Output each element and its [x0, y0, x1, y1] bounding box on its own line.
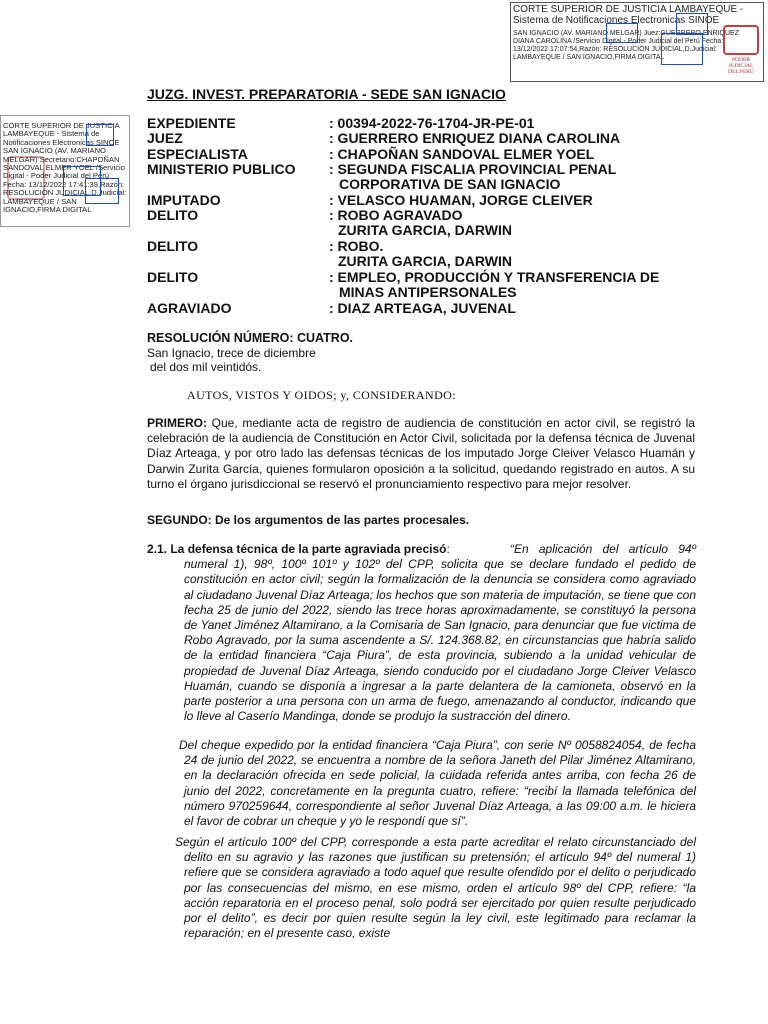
stamp-frame	[676, 13, 708, 35]
delito-label: DELITO	[147, 207, 199, 223]
stamp-frame	[661, 33, 703, 65]
court-title: JUZG. INVEST. PREPARATORIA - SEDE SAN IGNACIO	[147, 86, 506, 102]
stamp-details: SAN IGNACIO (AV. MARIANO MELGAR) Juez:GUERRERO ENRIQUEZ DIANA CAROLINA /Servicio Digital - Poder Judicial del Perú Fecha: 13/12/2022 17:07:54,Razón: RESOLUCIÓN JUDICIAL,D.Judicial: LAMBAYEQUE / SAN IGNACIO,FIRMA DIGITAL	[513, 30, 739, 61]
delito-party: ZURITA GARCIA, DARWIN	[338, 253, 512, 269]
imputado-value: : VELASCO HUAMAN, JORGE CLEIVER	[329, 192, 593, 208]
signature-stamp-secretary	[0, 115, 130, 227]
ministerio-label: MINISTERIO PUBLICO	[147, 161, 296, 177]
stamp-title: CORTE SUPERIOR DE JUSTICIA LAMBAYEQUE - Sistema de Notificaciones Electronicas SINOE	[513, 4, 744, 26]
expediente-value: : 00394-2022-76-1704-JR-PE-01	[329, 115, 535, 131]
delito-label: DELITO	[147, 269, 199, 285]
delito-value: : ROBO.	[329, 238, 384, 254]
ministerio-value-cont: CORPORATIVA DE SAN IGNACIO	[339, 176, 561, 192]
expediente-label: EXPEDIENTE	[147, 115, 236, 131]
juez-label: JUEZ	[147, 130, 183, 146]
resolution-date-line: San Ignacio, trece de diciembre	[147, 346, 316, 360]
point-2-1-lead: 2.1. La defensa técnica de la parte agraviada precisó	[147, 542, 447, 556]
point-2-1-cheque-paragraph: Del cheque expedido por la entidad financiera “Caja Piura”, con serie Nº 0058824054, de fecha 24 de junio del 2022, se encuentra a nombre de la señora Janeth del Pilar Jiménez Altamirano, en la declaración ofrecida en sede policial, la cuidada referida antes arriba, con fecha 26 de junio del 2022, concretamente en la pregunta cuatro, refiere: “recibí la llamada telefónica del número 970259644, correspondiente al señor Juvenal Díaz Arteaga, a las 09:00 a.m. le hiciera el favor de cobrar un cheque y yo le respondí que sí”.	[179, 738, 696, 829]
agraviado-value: : DIAZ ARTEAGA, JUVENAL	[329, 300, 516, 316]
point-2-1-cpp-paragraph: Según el artículo 100º del CPP, corresponde a esta parte acreditar el relato circunstanciado del delito en su agravio y las razones que justifican su pretensión; el artículo 94º del numeral 1) refiere que se considera agraviado a todo aquel que resulte ofendido por el delito o perjudicado por las consecuencias del mismo, en ese mismo, orden el artículo 98º del CPP, refiere: “la acción reparatoria en el proceso penal, solo podrá ser ejercitado por quien resulte perjudicado por el delito”, es decir por quien resulte según la ley civil, este legitimado para reclamar la reparación; en el presente caso, existe	[175, 835, 696, 941]
resolution-date	[147, 346, 347, 374]
delito-value-cont: MINAS ANTIPERSONALES	[339, 284, 517, 300]
stamp-text: CORTE SUPERIOR DE JUSTICIA LAMBAYEQUE - Sistema de Notificaciones Electronicas SINOE SAN IGNACIO (AV. MARIANO MELGAR) Secretario:CHAPOÑAN SANDOVAL ELMER YOEL /Servicio Digital - Poder Judicial del Perú Fecha: 13/12/2022 17:41:39,Razón: RESOLUCIÓN JUDICIAL,D.Judicial: LAMBAYEQUE / SAN IGNACIO,FIRMA DIGITAL	[3, 121, 127, 215]
delito-value: : EMPLEO, PRODUCCIÓN Y TRANSFERENCIA DE	[329, 269, 660, 285]
stamp-frame	[606, 23, 638, 43]
delito-label: DELITO	[147, 238, 199, 254]
segundo-heading: SEGUNDO: De los argumentos de las partes procesales.	[147, 513, 470, 527]
especialista-label: ESPECIALISTA	[147, 146, 248, 162]
juez-value: : GUERRERO ENRIQUEZ DIANA CAROLINA	[329, 130, 621, 146]
agraviado-label: AGRAVIADO	[147, 300, 232, 316]
logo-text: PODER JUDICIAL DEL PERÚ	[728, 57, 754, 75]
delito-value: : ROBO AGRAVADO	[329, 207, 463, 223]
primero-text: Que, mediante acta de registro de audiencia de constitución en actor civil, se registró la celebración de la audiencia de Constitución en Actor Civil, solicitada por la defensa técnica de Juvenal Díaz Arteaga, y por otro lado las defensas técnicas de los imputado Jorge Cleiver Velasco Huamán y Darwin Zurita García, quienes formularon oposición a la solicitud, quedando registrado en autos. A su turno el órgano jurisdiccional se reservó el pronunciamiento respectivo para mejor resolver.	[147, 416, 695, 491]
delito-party: ZURITA GARCIA, DARWIN	[338, 222, 512, 238]
resolution-date-line: del dos mil veintidós.	[150, 360, 262, 374]
ministerio-value: : SEGUNDA FISCALIA PROVINCIAL PENAL	[329, 161, 617, 177]
signature-stamp-judge	[510, 2, 764, 82]
imputado-label: IMPUTADO	[147, 192, 221, 208]
primero-lead: PRIMERO:	[147, 416, 207, 430]
point-2-1-first-line: 2.1. La defensa técnica de la parte agraviada precisó:	[147, 542, 450, 556]
primero-paragraph	[147, 416, 695, 492]
point-2-1-quote: “En aplicación del artículo 94º numeral 1), 98º, 100º 101º y 102º del CPP, solicita que se declare fundado el pedido de constitución en actor civil; según la formalización de la denuncia se considera como agraviado al ciudadano Juvenal Díaz Arteaga; los hechos que son materia de imputación, se tiene que con fecha 25 de junio del 2022, siendo las trece horas aproximadamente, se constituyó la persona de Yanet Jiménez Altamirano, a la Comisaria de San Ignacio, para denunciar que fue victima de Robo Agravado, por la suma ascendente a S/. 124.368.82, en circunstancias que habría salido de la entidad financiera “Caja Piura”, de esta provincia, subiendo a la unidad vehicular de propiedad de Juvenal Díaz Arteaga, siendo conducido por el ciudadano Jorge Cleiver Velasco Huamán, cuando se disponía a ingresar a la parte delantera de la camioneta, observó en la parte posterior a una persona con un arma de fuego, amenazando al conductor, indicando que lo lleve al Caserío Mandinga, donde se produjo la sustracción del dinero.	[184, 542, 696, 724]
stamp-frame	[86, 124, 114, 146]
especialista-value: : CHAPOÑAN SANDOVAL ELMER YOEL	[329, 146, 595, 162]
resolution-number: RESOLUCIÓN NÚMERO: CUATRO.	[147, 331, 354, 345]
autos-heading: AUTOS, VISTOS Y OIDOS; y, CONSIDERANDO:	[187, 388, 456, 402]
stamp-frame	[85, 178, 119, 204]
poder-judicial-logo	[723, 25, 759, 73]
